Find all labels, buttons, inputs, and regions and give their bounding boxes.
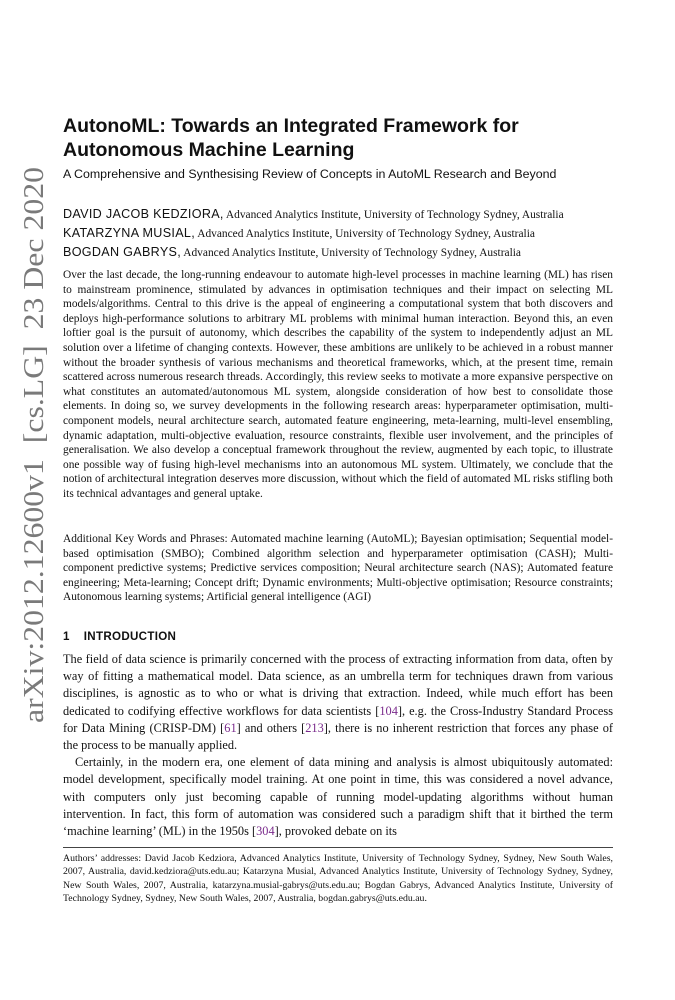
author-affiliation: Advanced Analytics Institute, University of Technology Sydney, Australia [223,209,564,221]
author-affiliation: Advanced Analytics Institute, University of Technology Sydney, Australia [195,228,535,240]
author-name: KATARZYNA MUSIAL, [63,226,195,240]
paragraph-text: The field of data science is primarily concerned with the process of extracting information from data, often by way of fitting a mathematical model. Data science, as an umbrella term for techniques drawn from various disciplines, is agnostic as to who or what is driving that extraction. Indeed, while much effort has been dedicated to codifying effective workflows for data scientists [ [63,652,613,718]
citation-link[interactable]: 304 [256,824,275,839]
citation-link[interactable]: 213 [305,720,324,735]
citation-link[interactable]: 61 [224,720,237,735]
paper-subtitle: A Comprehensive and Synthesising Review of Concepts in AutoML Research and Beyond [63,167,557,181]
author-entry [63,223,623,242]
paragraph-text: ], e.g. the Cross-Industry Standard Process for Data Mining (CRISP-DM) [ [63,703,613,735]
introduction-body [63,651,613,840]
footnote-divider [63,847,613,848]
authors-addresses-footnote: Authors’ addresses: David Jacob Kedziora, Advanced Analytics Institute, University of Technology Sydney, Sydney, New South Wales, 2007, Australia, david.kedziora@uts.edu.au; Katarzyna Musial, Advanced Analytics Institute, University of Technology Sydney, Sydney, New South Wales, 2007, Australia, katarzyna.musial-gabrys@uts.edu.au; Bogdan Gabrys, Advanced Analytics Institute, University of Technology Sydney, Sydney, New South Wales, 2007, Australia, bogdan.gabrys@uts.edu.au. [63,853,613,905]
keywords-paragraph: Additional Key Words and Phrases: Automated machine learning (AutoML); Bayesian optimisation; Sequential model-based optimisation (SMBO); Combined algorithm selection and hyperparameter optimisation (CASH); Multi-component predictive systems; Predictive services composition; Neural architecture search (NAS); Automated feature engineering; Meta-learning; Concept drift; Dynamic environments; Multi-objective optimisation; Resource constraints; Autonomous learning systems; Artificial general intelligence (AGI) [63,533,613,604]
paragraph-text: ], provoked debate on its [274,824,397,839]
paragraph-text: Certainly, in the modern era, one element of data mining and analysis is almost ubiquitously automated: model development, specifically model training. At one point in time, this was considered a novel advance, with computers only just becoming capable of running model-updating algorithms without human intervention. In fact, this form of automation was considered such a paradigm shift that it birthed the term ‘machine learning’ (ML) in the 1950s [ [63,755,613,839]
author-entry [63,204,623,223]
paragraph-text: ] and others [ [236,720,306,735]
abstract: Over the last decade, the long-running endeavour to automate high-level processes in machine learning (ML) has risen to mainstream prominence, stimulated by advances in optimisation techniques and their impact on selecting ML models/algorithms. Central to this drive is the appeal of engineering a computational system that both discovers and deploys high-performance solutions to arbitrary ML problems with minimal human interaction. Beyond this, an even loftier goal is the pursuit of autonomy, which describes the capability of the system to independently adjust an ML solution over a lifetime of changing contexts. However, these ambitions are unlikely to be achieved in a robust manner without the broader synthesis of various mechanisms and theoretical frameworks, which, at the present time, remain scattered across numerous research threads. Accordingly, this review seeks to motivate a more expansive perspective on what constitutes an automated/autonomous ML system, alongside consideration of how best to consolidate those elements. In doing so, we survey developments in the following research areas: hyperparameter optimisation, multi-component models, neural architecture search, automated feature engineering, meta-learning, multi-level ensembling, dynamic adaptation, multi-objective evaluation, resource constraints, flexible user involvement, and the principles of generalisation. We also develop a conceptual framework throughout the review, augmented by each topic, to illustrate one possible way of fusing high-level mechanisms into an autonomous ML system. Ultimately, we conclude that the notion of architectural integration deserves more discussion, without which the field of automated ML risks stifling both its technical advantages and general uptake. [63,269,613,500]
author-entry [63,242,623,261]
author-list [63,204,623,261]
arxiv-identifier-stamp [16,165,52,725]
section-number: 1 [63,630,70,643]
section-title: INTRODUCTION [83,630,177,643]
author-name: BOGDAN GABRYS, [63,245,182,259]
citation-link[interactable]: 104 [379,703,398,718]
paper-title: AutonoML: Towards an Integrated Framework for Autonomous Machine Learning [63,115,519,161]
author-name: DAVID JACOB KEDZIORA, [63,207,224,221]
author-affiliation: Advanced Analytics Institute, University of Technology Sydney, Australia [181,247,521,259]
paragraph [63,754,613,840]
paragraph-text: ], there is no inherent restriction that forces any phase of the process to be manually applied. [63,720,613,753]
arxiv-identifier-text: arXiv:2012.12600v1 [cs.LG] 23 Dec 2020 [19,233,50,723]
paragraph [63,651,613,754]
section-heading [63,630,613,643]
